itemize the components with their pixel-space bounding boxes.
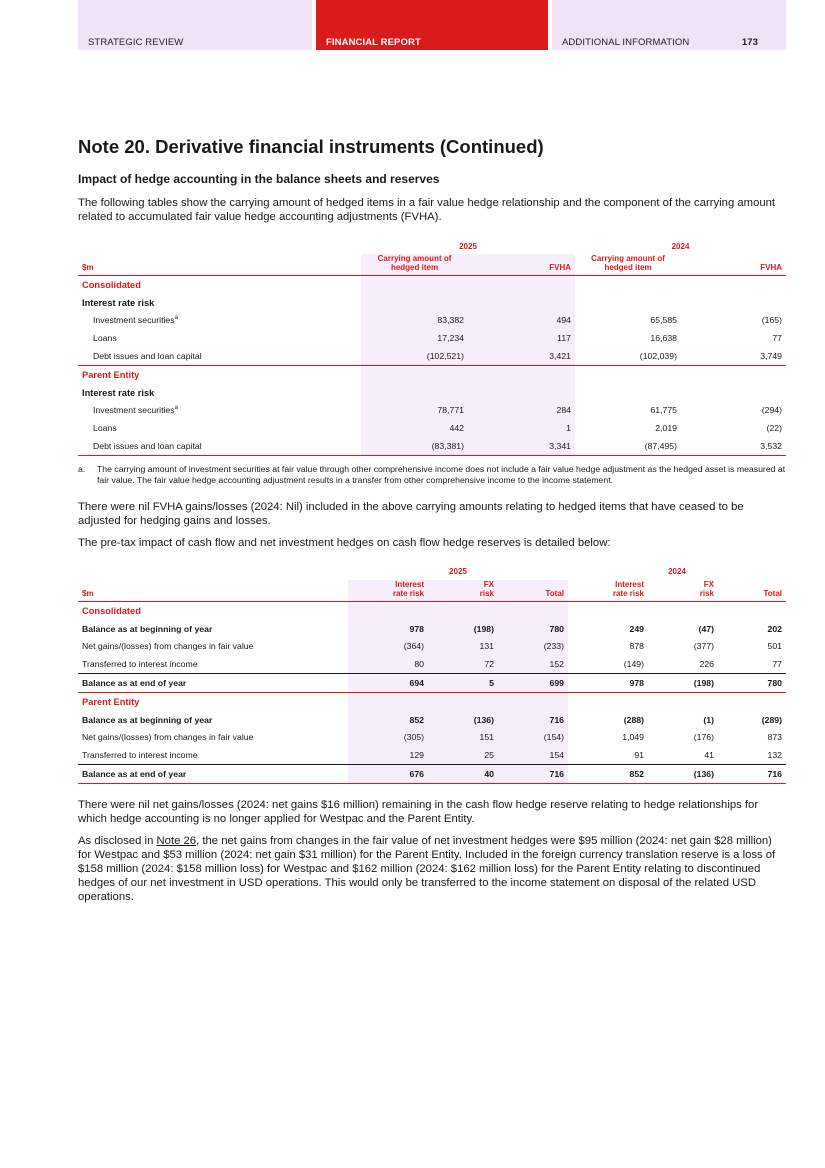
page-number: 173 — [741, 37, 758, 48]
total-2025-header: Total — [498, 580, 568, 602]
tab-strategic-review[interactable] — [78, 0, 312, 50]
footnote-text: The carrying amount of investment securities at fair value through other comprehensive income does not include a fair value hedge adjustment as the hedged asset is measured at fair value. The fair value hedge accounting adjustment results in a transfer from other comprehensive income to the income statement. — [97, 463, 786, 485]
carrying-amount-2024-header: Carrying amount of hedged item — [575, 254, 681, 276]
table-row: Net gains/(losses) from changes in fair value (305) 151 (154) 1,049 (176) 873 — [78, 729, 786, 747]
table-row: Investment securities$^a$ 83,382 494 65,585 (165) — [78, 312, 786, 330]
table-row: Balance as at end of year 676 40 716 852 (136) 716 — [78, 765, 786, 784]
footnote-marker: a. — [78, 463, 86, 474]
cash-flow-hedge-table — [78, 564, 786, 784]
fvha-2025-header: FVHA — [468, 254, 575, 276]
table-row: Balance as at end of year 694 5 699 978 (198) 780 — [78, 674, 786, 693]
intro-paragraph: The following tables show the carrying amount of hedged items in a fair value hedge relationship and the component of the carrying amount related to accumulated fair value hedge accounting adjustments (FVHA). — [78, 197, 776, 223]
fvha-paragraph: There were nil FVHA gains/losses (2024: Nil) included in the above carrying amounts relating to hedged items that have ceased to be adjusted for hedging gains and losses. — [78, 500, 744, 527]
interest-rate-risk-2024-header: Interest rate risk — [568, 580, 648, 602]
table-row: Debt issues and loan capital (102,521) 3,421 (102,039) 3,749 — [78, 347, 786, 365]
interest-rate-risk-label: Interest rate risk — [82, 297, 155, 308]
interest-rate-risk-2025-header: Interest rate risk — [348, 580, 428, 602]
year-2025-header: 2025 — [449, 567, 467, 577]
year-2024-header: 2024 — [671, 241, 690, 251]
unit-header: $m — [78, 254, 361, 276]
table-row: Debt issues and loan capital (83,381) 3,341 (87,495) 3,532 — [78, 437, 786, 455]
tab-additional-information[interactable] — [552, 0, 786, 50]
tab-financial-report-label: FINANCIAL REPORT — [326, 37, 421, 48]
total-2024-header: Total — [718, 580, 786, 602]
carrying-amount-2025-header: Carrying amount of hedged item — [361, 254, 468, 276]
table-row: Balance as at beginning of year 978 (198) 780 249 (47) 202 — [78, 620, 786, 638]
table-row: Transferred to interest income 129 25 154 91 41 132 — [78, 746, 786, 764]
fx-risk-2024-header: FX risk — [648, 580, 718, 602]
page-title: Note 20. Derivative financial instruments (Continued) — [78, 136, 544, 157]
cash-flow-intro-paragraph: The pre-tax impact of cash flow and net investment hedges on cash flow hedge reserves is detailed below: — [78, 536, 611, 549]
table-row: Balance as at beginning of year 852 (136) 716 (288) (1) (289) — [78, 711, 786, 729]
unit-header: $m — [78, 580, 348, 602]
interest-rate-risk-label: Interest rate risk — [82, 387, 155, 398]
note-26-link[interactable]: Note 26 — [156, 834, 197, 847]
footnote — [78, 464, 786, 486]
parent-entity-label: Parent Entity — [78, 692, 348, 710]
year-2024-header: 2024 — [668, 567, 686, 577]
fvha-table — [78, 238, 786, 456]
year-2025-header: 2025 — [459, 241, 477, 251]
tab-strategic-review-label: STRATEGIC REVIEW — [88, 37, 184, 48]
page-content — [78, 136, 786, 912]
parent-entity-label: Parent Entity — [78, 365, 361, 383]
nil-gains-paragraph: There were nil net gains/losses (2024: net gains $16 million) remaining in the cash flow hedge reserve relating to hedge relationships for which hedge accounting is no longer applied for Westpac and the Parent Entity. — [78, 798, 759, 825]
tab-financial-report[interactable] — [316, 0, 548, 50]
fvha-2024-header: FVHA — [681, 254, 786, 276]
consolidated-label: Consolidated — [82, 279, 141, 290]
section-heading: Impact of hedge accounting in the balance sheets and reserves — [78, 172, 440, 186]
table-row: Loans 442 1 2,019 (22) — [78, 419, 786, 437]
table-row: Transferred to interest income 80 72 152 (149) 226 77 — [78, 655, 786, 673]
fx-risk-2025-header: FX risk — [428, 580, 498, 602]
consolidated-label: Consolidated — [82, 605, 141, 616]
tab-additional-information-label: ADDITIONAL INFORMATION — [562, 37, 690, 48]
table-row: Loans 17,234 117 16,638 77 — [78, 329, 786, 347]
section-tabs — [78, 0, 786, 50]
table-row: Investment securities$^a$ 78,771 284 61,775 (294) — [78, 402, 786, 420]
table-row: Net gains/(losses) from changes in fair value (364) 131 (233) 878 (377) 501 — [78, 638, 786, 656]
net-investment-paragraph: As disclosed in Note 26, the net gains from changes in the fair value of net investment hedges were $95 million (2024: net gain $28 million) for Westpac and $53 million (2024: net gain $31 million) for the Parent Entity. Included in the foreign currency translation reserve is a loss of $158 million (2024: $158 million loss) for Westpac and $162 million (2024: $162 million loss) for the Parent Entity relating to discontinued hedges of our net investment in USD operations. This would only be transferred to the income statement on disposal of the related USD operations. — [78, 834, 776, 903]
